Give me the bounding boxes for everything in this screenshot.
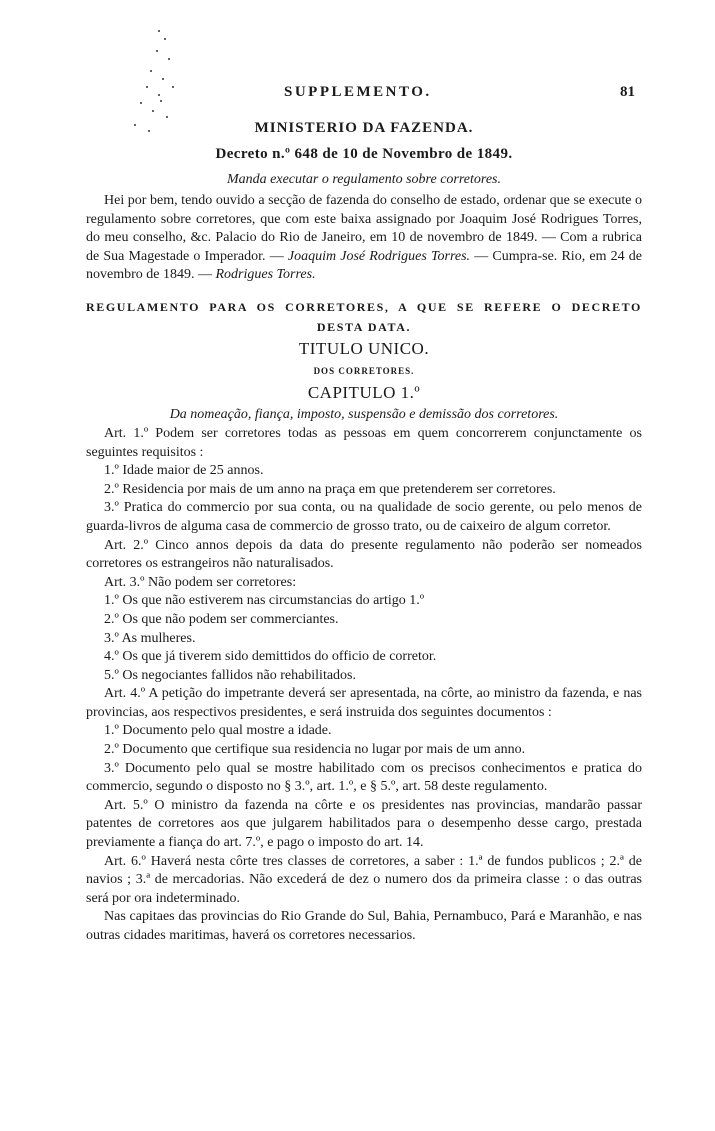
article-3-item: 5.º Os negociantes fallidos não rehabilitados. (104, 667, 356, 683)
titulo-subheading: DOS CORRETORES. (313, 365, 415, 376)
ministry-heading: MINISTERIO DA FAZENDA. (254, 120, 474, 136)
article-1-item: 1.º Idade maior de 25 annos. (104, 463, 264, 479)
regulation-title-line-2: DESTA DATA. (316, 319, 412, 334)
running-header (0, 84, 715, 104)
article-6: Art. 6.º Haverá nesta côrte tres classes de corretores, a saber : 1.ª de fundos publicos ; 2.ª de navios ; 3.ª de mercadorias. Não excederá de dez o numero dos da primeira classe : o das outras será por ora indeterminado. (86, 853, 642, 906)
decree-signature-1: Joaquim José Rodrigues Torres. (287, 248, 471, 264)
decree-text-2: — Cumpra-se. Rio, em 24 de novembro de 1849. — (86, 248, 642, 283)
page-body (86, 114, 642, 946)
decree-subtitle: Manda executar o regulamento sobre corretores. (227, 172, 501, 187)
capitulo-subheading: Da nomeação, fiança, imposto, suspensão e demissão dos corretores. (169, 406, 559, 422)
regulation-title-line-1: REGULAMENTO PARA OS CORRETORES, A QUE SE REFERE O DECRETO (86, 299, 642, 314)
article-4-item: 2.º Documento que certifique sua residencia no lugar por mais de um anno. (104, 742, 526, 758)
decree-signature-2: Rodrigues Torres. (215, 267, 316, 283)
article-4-item: 1.º Documento pelo qual mostre a idade. (104, 723, 332, 739)
article-3-item: 2.º Os que não podem ser commerciantes. (104, 611, 339, 627)
article-3-item: 3.º As mulheres. (104, 630, 196, 646)
article-1-item: 3.º Pratica do commercio por sua conta, ou na qualidade de socio gerente, ou pelo menos de guarda-livros de alguma casa de commercio de grosso trato, ou de caixeiro de algum corretor. (86, 500, 642, 534)
decree-title: Decreto n.º 648 de 10 de Novembro de 1849. (215, 146, 513, 162)
article-1-item: 2.º Residencia por mais de um anno na praça em que pretenderem ser corretores. (104, 481, 556, 497)
page-number: 81 (620, 84, 635, 100)
article-3-item: 4.º Os que já tiverem sido demittidos do officio de corretor. (104, 649, 437, 665)
article-6-continuation: Nas capitaes das provincias do Rio Grande do Sul, Bahia, Pernambuco, Pará e Maranhão, e nas outras cidades maritimas, haverá os corretores necessarios. (86, 909, 642, 943)
titulo-heading: TITULO UNICO. (298, 338, 430, 358)
article-5: Art. 5.º O ministro da fazenda na côrte e os presidentes nas provincias, mandarão passar patentes de corretores aos que julgarem habilitados para o desempenho desse cargo, prestada previamente a fiança do art. 7.º, e pago o imposto do art. 14. (86, 797, 642, 851)
article-4-item: 3.º Documento pelo qual se mostre habilitado com os precisos conhecimentos e pratica do commercio, segundo o disposto no § 3.º, art. 1.º, e § 5.º, art. 58 deste regulamento. (86, 760, 642, 795)
running-title: SUPPLEMENTO. (284, 84, 432, 100)
article-2: Art. 2.º Cinco annos depois da data do presente regulamento não poderão ser nomeados corretores os estrangeiros não naturalisados. (86, 537, 642, 572)
article-4: Art. 4.º A petição do impetrante deverá ser apresentada, na côrte, ao ministro da fazenda, e nas provincias, aos respectivos presidentes, e será instruida dos seguintes documentos : (86, 686, 642, 720)
decree-text-1: Hei por bem, tendo ouvido a secção de fazenda do conselho de estado, ordenar que se execute o regulamento sobre corretores, que com este baixa assignado por Joaquim José Rodrigues Torres, do meu conselho, &c. Palacio do Rio de Janeiro, em 10 de novembro de 1849. — Com a rubrica de Sua Magestade o Imperador. — (86, 193, 642, 264)
capitulo-heading: CAPITULO 1.º (307, 382, 421, 402)
decree-body (86, 192, 642, 285)
article-3-item: 1.º Os que não estiverem nas circumstancias do artigo 1.º (104, 593, 425, 609)
article-3: Art. 3.º Não podem ser corretores: (104, 574, 297, 590)
article-1: Art. 1.º Podem ser corretores todas as pessoas em quem concorrerem conjunctamente os seguintes requisitos : (86, 425, 642, 460)
